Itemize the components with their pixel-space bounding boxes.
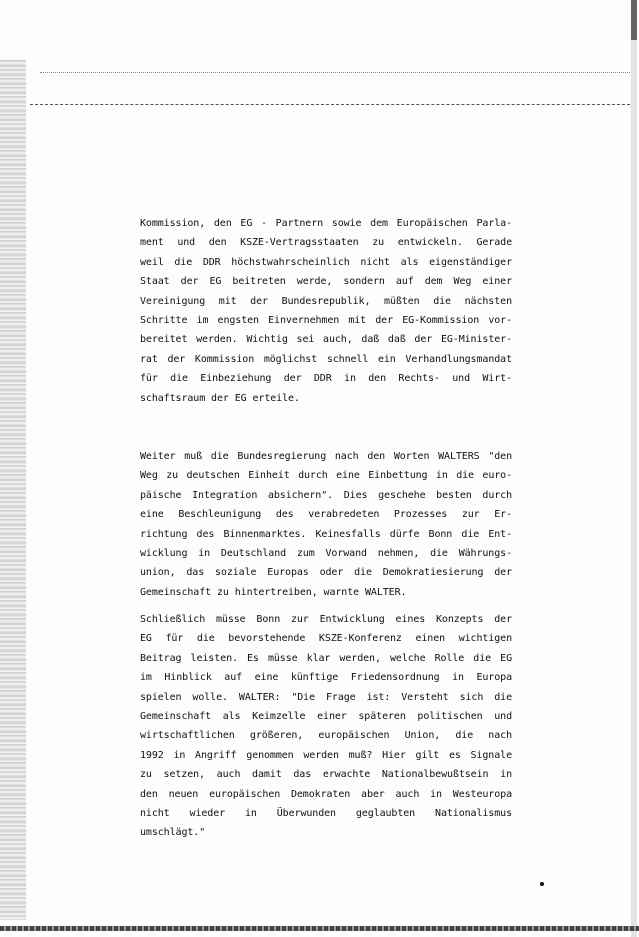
text-line: päische Integration absichern". Dies geschehe besten durch	[140, 489, 512, 501]
text-line: Kommission, den EG - Partnern sowie dem Europäischen Parla-	[140, 218, 512, 229]
text-line: richtung des Binnenmarktes. Keinesfalls dürfe Bonn die Ent-	[140, 528, 512, 540]
text-line: Gemeinschaft zu hintertreiben, warnte WALTER.	[140, 586, 407, 598]
text-line: union, das soziale Europas oder die Demokratiesierung der	[140, 567, 512, 579]
scan-speck	[540, 882, 544, 886]
text-line: spielen wolle. WALTER: "Die Frage ist: Versteht sich die	[140, 691, 512, 703]
text-line: Weiter muß die Bundesregierung nach den Worten WALTERS "den	[140, 451, 512, 462]
text-line: den neuen europäischen Demokraten aber auch in Westeuropa	[140, 788, 512, 800]
text-line: 1992 in Angriff genommen werden muß? Hier gilt es Signale	[140, 749, 512, 761]
text-line: umschlägt."	[140, 827, 206, 839]
text-line: weil die DDR höchstwahrscheinlich nicht als eigenständiger	[140, 256, 512, 268]
text-line: Schritte im engsten Einvernehmen mit der EG-Kommission vor-	[140, 315, 512, 327]
paragraph-3	[140, 610, 512, 843]
text-line: Staat der EG beitreten werde, sondern auf dem Weg einer	[140, 276, 512, 288]
paragraph-1	[140, 214, 512, 408]
text-line: rat der Kommission möglichst schnell ein Verhandlungsmandat	[140, 353, 512, 365]
text-line: eine Beschleunigung des verabredeten Prozesses zur Er-	[140, 509, 512, 521]
text-line: nicht wieder in Überwunden geglaubten Nationalismus	[140, 808, 512, 820]
scan-rule	[30, 104, 630, 105]
text-line: schaftsraum der EG erteile.	[140, 392, 300, 404]
text-line: im Hinblick auf eine künftige Friedensordnung in Europa	[140, 672, 512, 684]
text-line: Weg zu deutschen Einheit durch eine Einbettung in die euro-	[140, 470, 512, 482]
paragraph-2	[140, 447, 512, 602]
text-line: Schließlich müsse Bonn zur Entwicklung eines Konzepts der	[140, 614, 512, 625]
scan-edge-bottom	[0, 926, 639, 931]
text-line: bereitet werden. Wichtig sei auch, daß daß der EG-Minister-	[140, 334, 512, 346]
text-line: ment und den KSZE-Vertragsstaaten zu entwickeln. Gerade	[140, 237, 512, 249]
text-line: Vereinigung mit der Bundesrepublik, müßten die nächsten	[140, 295, 512, 307]
scan-edge-right	[631, 0, 637, 937]
text-line: wirtschaftlichen größeren, europäischen Union, die nach	[140, 730, 512, 742]
text-line: zu setzen, auch damit das erwachte Nationalbewußtsein in	[140, 769, 512, 781]
scan-line-top	[40, 72, 630, 73]
text-line: für die Einbeziehung der DDR in den Rechts- und Wirt-	[140, 373, 512, 385]
text-line: EG für die bevorstehende KSZE-Konferenz einen wichtigen	[140, 633, 512, 645]
text-line: Beitrag leisten. Es müsse klar werden, welche Rolle die EG	[140, 652, 512, 664]
text-line: wicklung in Deutschland zum Vorwand nehmen, die Währungs-	[140, 548, 512, 560]
text-line: Gemeinschaft als Keimzelle einer späteren politischen und	[140, 711, 512, 723]
scan-edge-left	[0, 60, 26, 920]
